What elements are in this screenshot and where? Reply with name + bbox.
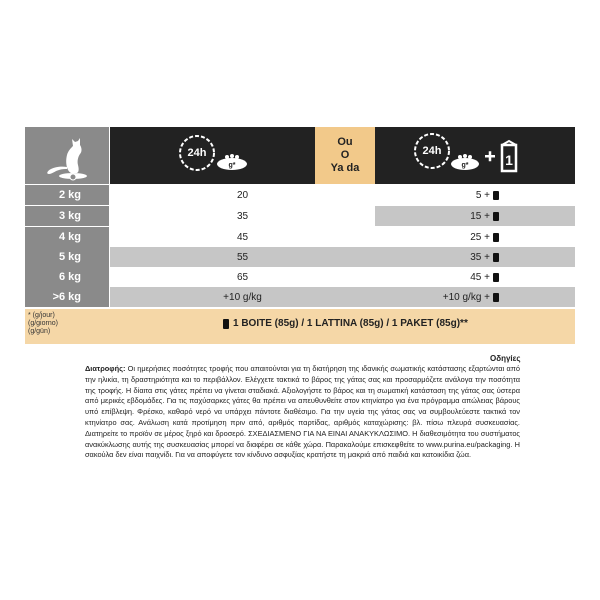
pouch-icon [493, 273, 499, 282]
pouch-size-text [223, 318, 468, 329]
dry-with-pouch-value: 45 + [470, 271, 490, 283]
pouch-one-label: 1 [505, 152, 513, 168]
weight-cell: 6 kg [25, 267, 109, 287]
bowl-g-label: g* [228, 162, 236, 169]
plus-icon [485, 151, 495, 161]
unit-line-2: (g/giorno) [28, 320, 58, 327]
bowl-g-label: g* [461, 162, 469, 169]
instructions-title: Οδηγίες [490, 354, 521, 363]
dry-with-pouch-value: 5 + [475, 189, 490, 201]
table-row [25, 287, 575, 307]
pouch-icon [493, 253, 499, 262]
weight-cell: 5 kg [25, 247, 109, 267]
pouch-icon [493, 212, 499, 221]
or-line-2: O [340, 149, 350, 161]
instructions-body [85, 364, 520, 461]
pouch-icon [493, 293, 499, 302]
clock-bowl-pouch-icon [375, 127, 575, 184]
table-row [25, 185, 575, 205]
dry-with-pouch-cell [375, 267, 575, 287]
dry-only-cell: 45 [110, 227, 375, 247]
weight-cell: >6 kg [25, 287, 109, 307]
pouch-icon [493, 233, 499, 242]
instructions-text: Οι ημερήσιες ποσότητες τροφής που απαιτούνται για τη διατήρηση της ιδανικής σωματικής κατάστασης εξαρτώνται από την ηλικία, τη δραστηριότητα και το περιβάλλον. Ελέγχετε τακτικά το βάρος της γάτας σας και προσαρμόζετε ανάλογα την ποσότητα της τροφής. Η δίαιτα στις γάτες πρέπει να γίνεται σταδιακά. Αξιολογήστε το βάρος και τη σωματική κατάσταση της γάτας σας ύστερα από μερικές εβδομάδες. Για τις παχύσαρκες γάτες θα πρέπει να απευθυνθείτε στον κτηνίατρο για ένα πρόγραμμα απώλειας βάρους υπό επίβλεψη. Φρέσκο, καθαρό νερό να υπάρχει πάντοτε διαθέσιμο. Για την υγεία της γάτας σας να συμβουλεύεστε τακτικά τον κτηνίατρο σας. Ανάλωση κατά προτίμηση πριν από, αριθμός παρτίδας, αριθμός καταχώρισης: βλ. πίσω πλευρά συσκευασίας. Διατηρείτε το προϊόν σε μέρος ξηρό και δροσερό. ΣΧΕΔΙΑΣΜΕΝΟ ΓΙΑ ΝΑ ΕΙΝΑΙ ΑΝΑΚΥΚΛΩΣΙΜΟ. Η διαθεσιμότητα του συστήματος ανακύκλωσης αυτής της συσκευασίας μπορεί να διαφέρει σε κάθε χώρα. Παρακαλούμε επισκεφθείτε το www.purina.eu/packaging. Η σακούλα δεν είναι παιχνίδι. Για να αποφύγετε τον κίνδυνο ασφυξίας κρατήστε τη μακριά από παιδιά και κατοικίδια ζώα. [85, 364, 520, 460]
clock-bowl-icon [110, 127, 315, 184]
table-row [25, 227, 575, 247]
pouch-icon [223, 319, 229, 329]
units-legend [28, 312, 58, 336]
dry-only-cell: 35 [110, 206, 375, 226]
dry-only-cell: 20 [110, 185, 375, 205]
pouch-icon [493, 191, 499, 200]
table-row [25, 247, 575, 267]
dry-with-pouch-cell [375, 287, 575, 307]
dry-with-pouch-cell [375, 227, 575, 247]
weight-cell: 2 kg [25, 185, 109, 205]
unit-line-1: * (g/jour) [28, 312, 55, 319]
dry-with-pouch-value: 15 + [470, 210, 490, 222]
clock-24h-icon [415, 134, 449, 168]
dry-with-pouch-cell [375, 247, 575, 267]
food-bowl-icon [451, 154, 479, 170]
table-row [25, 206, 575, 226]
clock-24h-label: 24h [422, 145, 442, 157]
weight-cell: 3 kg [25, 206, 109, 226]
dry-with-pouch-cell [375, 185, 575, 205]
instructions-label: Διατροφής: [85, 364, 126, 373]
or-line-3: Ya da [330, 162, 360, 174]
dry-only-cell: 65 [110, 267, 375, 287]
cat-scale-icon [25, 127, 109, 184]
weight-cell: 4 kg [25, 227, 109, 247]
dry-with-pouch-value: +10 g/kg + [442, 291, 490, 303]
or-line-1: Ou [337, 136, 353, 148]
table-row [25, 267, 575, 287]
dry-with-pouch-cell [375, 206, 575, 226]
dry-with-pouch-value: 25 + [470, 231, 490, 243]
header-mixed-food-cell [375, 127, 575, 184]
dry-only-cell: +10 g/kg [110, 287, 375, 307]
clock-24h-icon [180, 136, 214, 170]
dry-only-cell: 55 [110, 247, 375, 267]
food-bowl-icon [217, 154, 247, 170]
header-dry-food-cell [110, 127, 315, 184]
unit-line-3: (g/gün) [28, 328, 51, 335]
pouch-icon [502, 141, 516, 171]
dry-with-pouch-value: 35 + [470, 251, 490, 263]
cat-silhouette-icon [47, 138, 81, 174]
pouch-size-label: 1 BOITE (85g) / 1 LATTINA (85g) / 1 PAKET (85g)** [233, 318, 468, 329]
clock-24h-label: 24h [187, 147, 207, 159]
header-left-cell [25, 127, 109, 184]
or-cell [315, 127, 375, 184]
